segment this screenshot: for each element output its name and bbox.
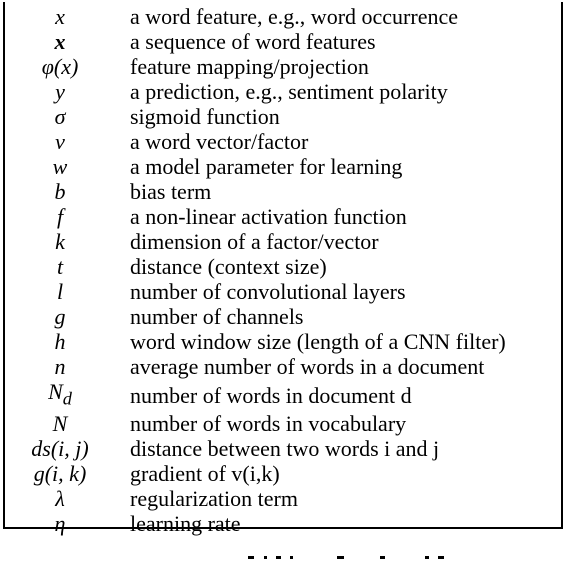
notation-symbol-cell — [5, 179, 115, 204]
notation-row — [5, 4, 561, 29]
notation-row — [5, 279, 561, 304]
notation-symbol-cell — [5, 129, 115, 154]
notation-row — [5, 461, 561, 486]
notation-description: average number of words in a document — [130, 354, 485, 379]
notation-row — [5, 379, 561, 411]
notation-symbol: y — [55, 79, 65, 104]
notation-symbol: N — [52, 411, 68, 437]
notation-symbol-cell — [5, 461, 115, 486]
notation-description: dimension of a factor/vector — [130, 229, 379, 254]
caption-glyph-fragment — [290, 556, 293, 559]
notation-row — [5, 79, 561, 104]
notation-symbol-cell — [5, 154, 115, 179]
notation-symbol: b — [54, 179, 66, 204]
notation-symbol-cell — [5, 204, 115, 229]
notation-symbol-cell — [5, 379, 115, 411]
notation-row — [5, 129, 561, 154]
notation-description: sigmoid function — [130, 104, 280, 129]
notation-row — [5, 154, 561, 179]
caption-glyph-fragment — [248, 556, 254, 559]
notation-symbol: h — [54, 329, 66, 354]
notation-symbol: f — [56, 204, 64, 229]
notation-description: distance (context size) — [130, 254, 327, 279]
notation-row — [5, 411, 561, 436]
notation-symbol-cell — [5, 254, 115, 279]
notation-symbol: l — [56, 279, 64, 304]
caption-glyph-fragment — [337, 556, 344, 559]
notation-row — [5, 304, 561, 329]
notation-row — [5, 511, 561, 536]
notation-description: a word feature, e.g., word occurrence — [130, 4, 458, 29]
notation-description: gradient of v(i,k) — [130, 461, 280, 487]
notation-symbol-cell — [5, 104, 115, 129]
notation-symbol-cell — [5, 304, 115, 329]
notation-symbol-cell — [5, 54, 115, 79]
notation-description: number of channels — [130, 304, 304, 329]
notation-symbol-cell — [5, 436, 115, 461]
notation-row — [5, 179, 561, 204]
notation-symbol: n — [54, 354, 66, 379]
notation-symbol: t — [56, 254, 64, 279]
caption-glyph-fragment — [438, 556, 444, 559]
notation-symbol-cell — [5, 279, 115, 304]
notation-symbol-subscript: d — [62, 388, 72, 409]
notation-description: regularization term — [130, 486, 298, 512]
notation-symbol-cell — [5, 29, 115, 54]
notation-row — [5, 329, 561, 354]
notation-symbol-cell — [5, 511, 115, 536]
notation-symbol: k — [55, 229, 65, 254]
notation-description: a non-linear activation function — [130, 204, 407, 229]
notation-description: number of words in vocabulary — [130, 411, 407, 437]
notation-symbol: N — [48, 379, 63, 404]
notation-symbol: w — [52, 154, 68, 179]
notation-row — [5, 354, 561, 379]
notation-row — [5, 436, 561, 461]
notation-table — [5, 4, 561, 536]
notation-description: number of words in document d — [130, 382, 412, 408]
notation-symbol: g(i, k) — [33, 461, 87, 487]
notation-description: word window size (length of a CNN filter) — [130, 329, 506, 354]
notation-description: a sequence of word features — [130, 29, 376, 54]
notation-row — [5, 229, 561, 254]
notation-description: bias term — [130, 179, 212, 204]
notation-symbol: λ — [55, 486, 65, 512]
notation-description: a word vector/factor — [130, 129, 309, 154]
notation-symbol-cell — [5, 329, 115, 354]
notation-table-body — [5, 4, 561, 536]
notation-symbol: x — [54, 29, 66, 54]
notation-symbol: η — [54, 511, 66, 537]
notation-row — [5, 104, 561, 129]
notation-description: a model parameter for learning — [130, 154, 403, 179]
notation-description: distance between two words i and j — [130, 436, 440, 462]
notation-symbol-cell — [5, 411, 115, 436]
notation-symbol-cell — [5, 79, 115, 104]
notation-description: learning rate — [130, 511, 241, 537]
notation-symbol: g — [54, 304, 66, 329]
notation-symbol-cell — [5, 354, 115, 379]
notation-row — [5, 29, 561, 54]
notation-symbol: v — [55, 129, 65, 154]
caption-glyph-fragment — [425, 556, 429, 559]
notation-symbol-cell — [5, 4, 115, 29]
notation-description: a prediction, e.g., sentiment polarity — [130, 79, 448, 104]
caption-glyph-fragment — [264, 556, 267, 559]
notation-row — [5, 254, 561, 279]
notation-symbol: ds(i, j) — [31, 436, 89, 462]
notation-row — [5, 204, 561, 229]
notation-symbol: σ — [54, 104, 66, 129]
caption-glyph-fragment — [380, 556, 385, 559]
notation-symbol: φ(x) — [41, 54, 79, 79]
notation-symbol-cell — [5, 486, 115, 511]
notation-symbol-cell — [5, 229, 115, 254]
notation-symbol: x — [55, 4, 65, 29]
notation-description: number of convolutional layers — [130, 279, 406, 304]
notation-row — [5, 54, 561, 79]
notation-description: feature mapping/projection — [130, 54, 369, 79]
caption-glyph-fragment — [276, 556, 281, 559]
table-caption-cropped — [0, 556, 570, 566]
notation-row — [5, 486, 561, 511]
notation-table-frame — [3, 2, 563, 537]
